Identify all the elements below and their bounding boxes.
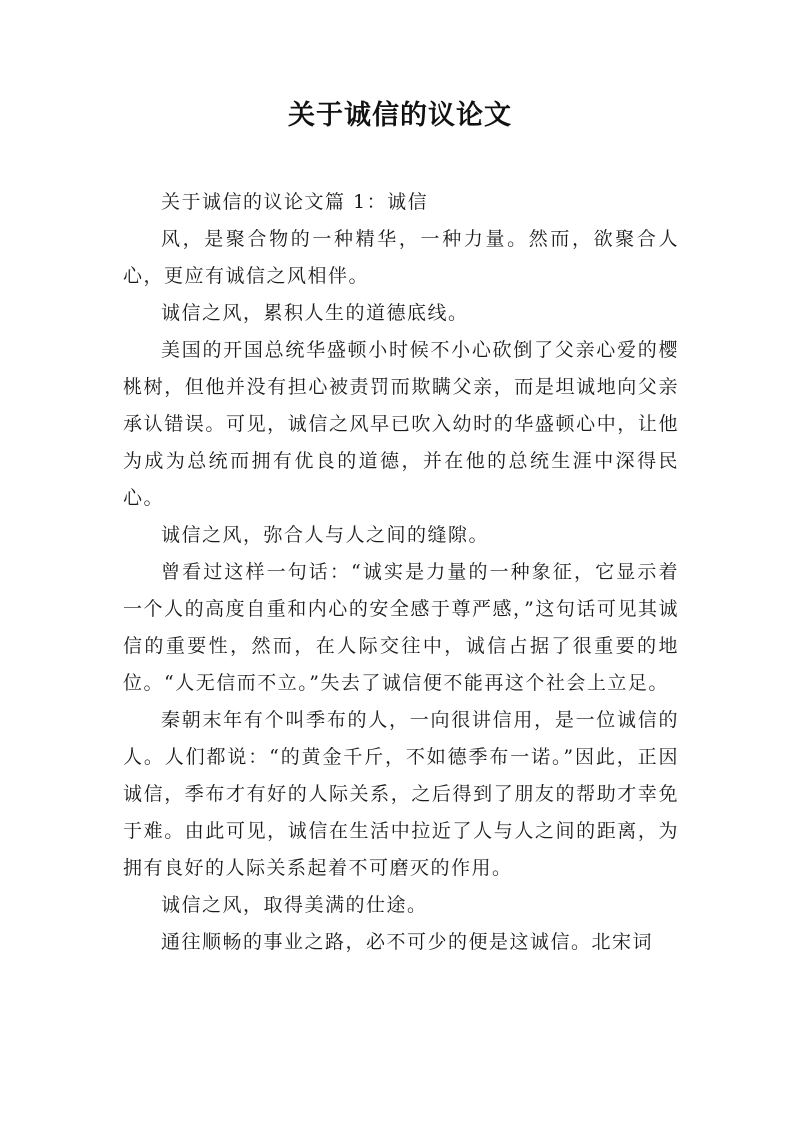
paragraph: 曾看过这样一句话：“诚实是力量的一种象征，它显示着一个人的高度自重和内心的安全感于尊严感，”这句话可见其诚信的重要性，然而，在人际交往中，诚信占据了很重要的地位。“人无信而不立。”失去了诚信便不能再这个社会上立足。 xyxy=(123,561,679,694)
paragraph: 秦朝末年有个叫季布的人，一向很讲信用，是一位诚信的人。人们都说：“的黄金千斤，不如德季布一诺。”因此，正因诚信，季布才有好的人际关系，之后得到了朋友的帮助才幸免于难。由此可见，诚信在生活中拉近了人与人之间的距离，为拥有良好的人际关系起着不可磨灭的作用。 xyxy=(123,709,679,879)
paragraph: 诚信之风，累积人生的道德底线。 xyxy=(161,302,469,324)
document-title: 关于诚信的议论文 xyxy=(288,100,512,131)
paragraph: 通往顺畅的事业之路，必不可少的便是这诚信。北宋词 xyxy=(161,931,654,953)
document-body xyxy=(123,184,679,961)
paragraph: 诚信之风，弥合人与人之间的缝隙。 xyxy=(161,524,490,546)
paragraph: 风，是聚合物的一种精华，一种力量。然而，欲聚合人心，更应有诚信之风相伴。 xyxy=(123,228,679,287)
paragraph: 诚信之风，取得美满的仕途。 xyxy=(161,894,428,916)
paragraph-section-heading: 关于诚信的议论文篇 1：诚信 xyxy=(161,191,429,213)
paragraph: 美国的开国总统华盛顿小时候不小心砍倒了父亲心爱的樱桃树，但他并没有担心被责罚而欺瞒父亲，而是坦诚地向父亲承认错误。可见，诚信之风早已吹入幼时的华盛顿心中，让他为成为总统而拥有优良的道德，并在他的总统生涯中深得民心。 xyxy=(123,339,679,509)
